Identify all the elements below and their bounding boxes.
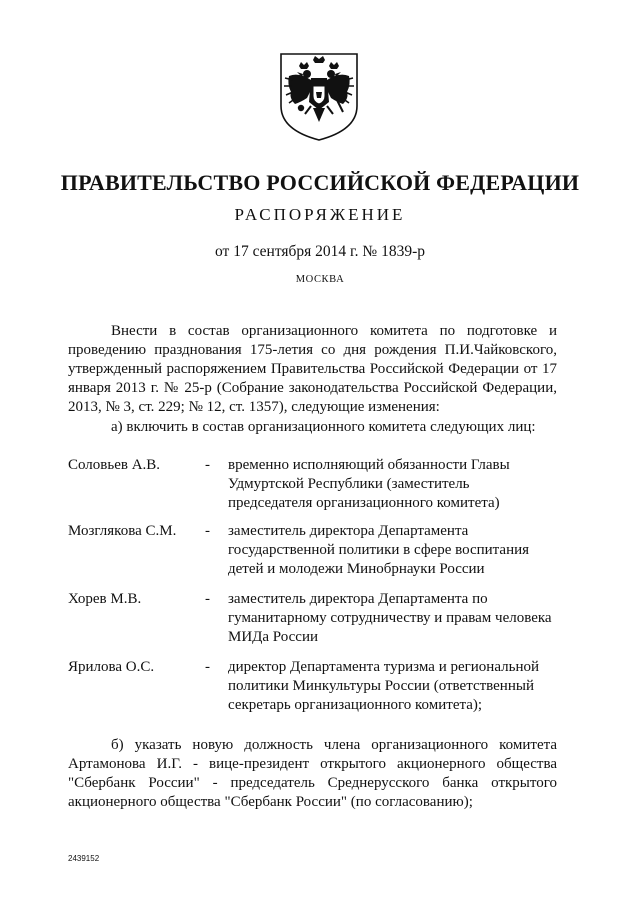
person-role: директор Департамента туризма и региональной политики Минкультуры России (ответственный секретарь организационного комитета); <box>228 659 540 713</box>
document-city: МОСКВА <box>295 274 345 285</box>
item-b-paragraph: б) указать новую должность члена организационного комитета Артамонова И.Г. - вице-президент открытого акционерного общества "Сбербанк России" - председатель Среднерусского банка открытого акционерного общества "Сбербанк России" (по согласованию); <box>68 737 557 810</box>
person-name: Мозглякова С.М. <box>68 523 177 539</box>
person-role: заместитель директора Департамента по гуманитарному сотрудничеству и правам человека МИДа России <box>228 591 552 645</box>
intro-paragraph: Внести в состав организационного комитета по подготовке и проведению празднования 175-летия со дня рождения П.И.Чайковского, утвержденный распоряжением Правительства Российской Федерации от 17 января 2013 г. № 25-р (Собрание законодательства Российской Федерации, 2013, № 3, ст. 229; № 12, ст. 1357), следующие изменения: <box>68 323 557 415</box>
person-role: заместитель директора Департамента государственной политики в сфере воспитания детей и молодежи Минобрнауки России <box>228 523 530 577</box>
document-code: 2439152 <box>68 854 100 863</box>
person-name: Соловьев А.В. <box>68 457 161 473</box>
person-dash: - <box>205 457 210 473</box>
person-dash: - <box>205 523 210 539</box>
document-type: РАСПОРЯЖЕНИЕ <box>234 205 406 224</box>
government-title: ПРАВИТЕЛЬСТВО РОССИЙСКОЙ ФЕДЕРАЦИИ <box>60 170 580 195</box>
coat-of-arms-icon <box>277 50 361 142</box>
item-a-paragraph: а) включить в состав организационного комитета следующих лиц: <box>111 419 536 435</box>
person-dash: - <box>205 659 210 675</box>
person-name: Ярилова О.С. <box>68 659 155 675</box>
document-date-number: от 17 сентября 2014 г. № 1839-р <box>215 243 425 260</box>
person-dash: - <box>205 591 210 607</box>
person-name: Хорев М.В. <box>68 591 142 607</box>
person-role: временно исполняющий обязанности Главы Удмуртской Республики (заместитель председателя организационного комитета) <box>228 457 510 511</box>
